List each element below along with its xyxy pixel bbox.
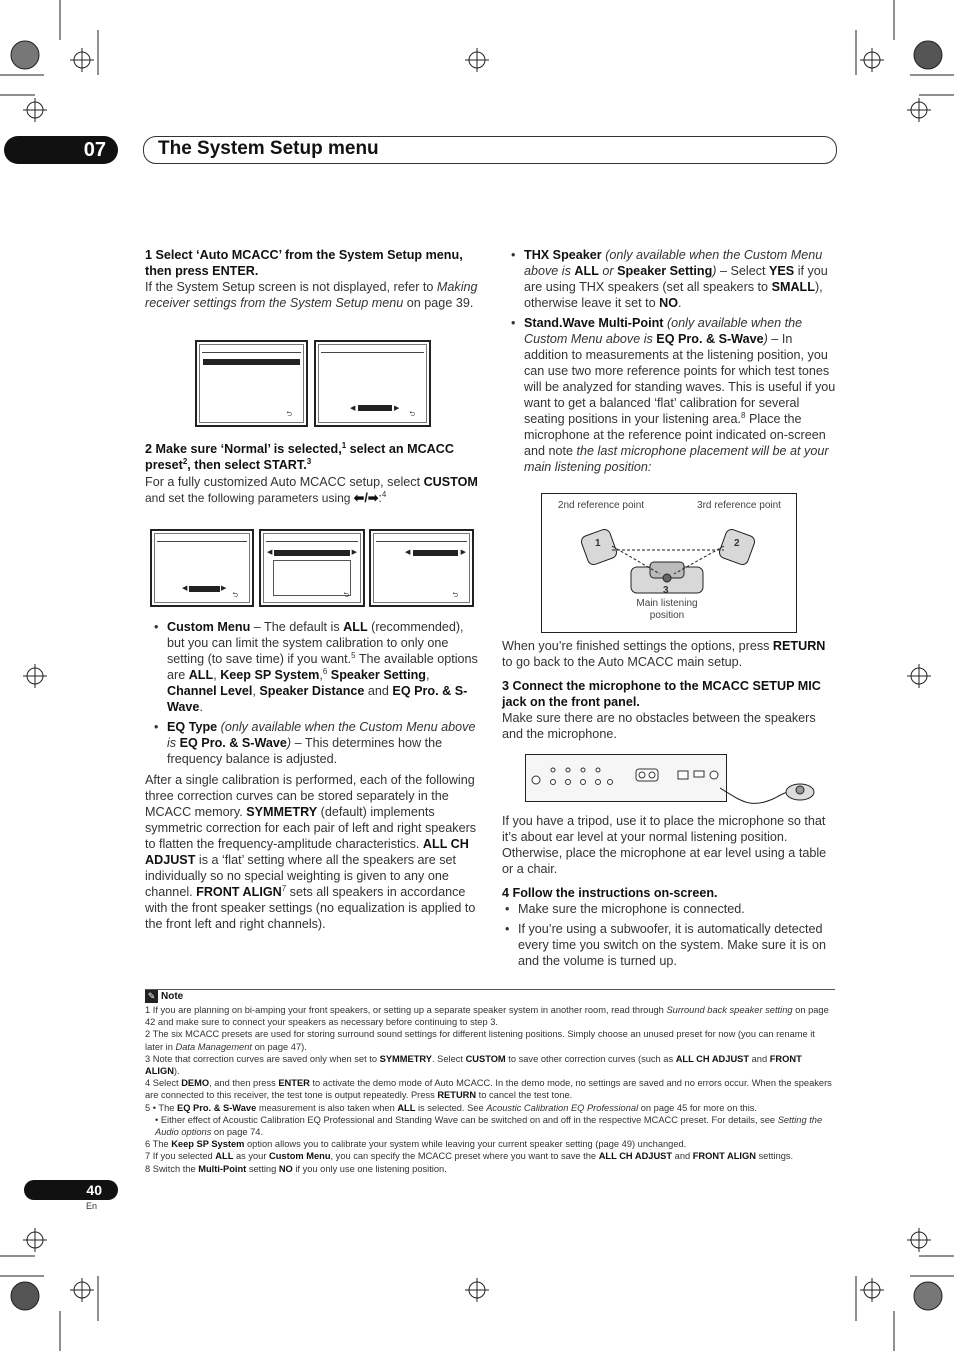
step3-text: Make sure there are no obstacles between the speakers and the microphone. (502, 711, 816, 741)
custom-options-list (145, 619, 480, 932)
footnotes (145, 990, 835, 1175)
screen-normal-selected: ◀ ▶ ⮌ (314, 340, 431, 427)
note-5b: • Either effect of Acoustic Calibration EQ Professional and Standing Wave can be switched on and off in the respective MCACC preset. For details, see Setting the Audio options on page 74. (155, 1114, 823, 1138)
left-right-arrow-icon: ⬅/➡ (353, 491, 379, 505)
chapter-badge (4, 136, 118, 164)
notes-title: Note (161, 991, 184, 1002)
bullet-standing-wave: • Stand.Wave Multi-Point (only available when the Custom Menu above is EQ Pro. & S-Wave) – In addition to measurements at the listening position, you can use two more reference points for which test tones will be analyzed for standing waves. This is useful if you want to get a balanced ‘flat’ calibration for several seating positions in your listening area.$^8$ Place the microphone at the reference point indicated on-screen and note the last microphone placement will be at your main listening position: (502, 315, 836, 475)
point-1-label: 1 (595, 538, 601, 549)
step4-bullet-2: • If you’re using a subwoofer, it is automatically detected every time you switch on the system. Make sure it is on and the volume is turned up. (496, 921, 836, 969)
note-2: 2 The six MCACC presets are used for storing surround sound settings for different listening positions. Simply choose an unused preset for now (you can rename it later in Data Management on page 47). (145, 1029, 815, 1052)
page-number-badge (24, 1180, 118, 1200)
left-column (145, 247, 480, 311)
bullet-custom-menu: • Custom Menu – The default is ALL (recommended), but you can limit the system calibration to only one setting (to save time) if you want.$^5$ The available options are ALL, Keep SP System,$^6$ Speaker Setting, Channel Level, Speaker Distance and EQ Pro. & S-Wave. (145, 619, 480, 715)
right-column-bottom (502, 638, 836, 742)
note-4: 4 Select DEMO, and then press ENTER to activate the demo mode of Auto MCACC. In the demo mode, no settings are saved and no errors occur. When the speakers are connected to this receiver, the test tone is output repeatedly. Press RETURN to cancel the test tone. (145, 1078, 832, 1101)
page-title: The System Setup menu (158, 138, 379, 159)
step4-bullet-1: • Make sure the microphone is connected. (496, 901, 836, 917)
return-icon: ⮌ (343, 592, 349, 599)
bullet-thx-speaker: • THX Speaker (only available when the Custom Menu above is ALL or Speaker Setting) – Select YES if you are using THX speakers (set all speakers to SMALL), otherwise leave it set to NO. (502, 247, 836, 311)
step2-text: For a fully customized Auto MCACC setup, select CUSTOM and set the following parameters using ⬅/➡:$^4$ (145, 475, 478, 505)
note-5: 5 • The EQ Pro. & S-Wave measurement is also taken when ALL is selected. See Acoustic Calibration EQ Professional on page 45 for more on this. (145, 1102, 758, 1113)
front-panel-controls (526, 755, 726, 801)
chapter-number: 07 (83, 139, 106, 161)
page-number: 40 (86, 1182, 102, 1198)
tripod-text: If you have a tripod, use it to place the microphone so that it’s about ear level at your normal listening position. Otherwise, place the microphone at ear level using a table or a chair. (502, 814, 827, 876)
front-panel-illustration (525, 754, 727, 802)
point-2-label: 2 (734, 538, 740, 549)
note-1: 1 If you are planning on bi-amping your front speakers, or setting up a separate speaker system in another room, read through Surround back speaker setting on page 42 and make sure to connect your speakers as necessary before continuing to step 3. (145, 1005, 829, 1028)
ref2-label: 2nd reference point (557, 500, 645, 511)
step3-heading: 3 Connect the microphone to the MCACC SETUP MIC jack on the front panel. (502, 679, 821, 709)
screen-eq-type: ◀ ▶ ⮌ (259, 529, 365, 607)
note-7: 7 If you selected ALL as your Custom Menu, you can specify the MCACC preset where you want to save the ALL CH ADJUST and FRONT ALIGN settings. (145, 1151, 794, 1162)
step2-block (145, 441, 480, 506)
point-3-label: 3 (663, 585, 669, 596)
step4-block (502, 813, 836, 969)
note-3: 3 Note that correction curves are saved only when set to SYMMETRY. Select CUSTOM to save other correction curves (such as ALL CH ADJUST and FRONT ALIGN). (145, 1053, 802, 1077)
note-8: 8 Switch the Multi-Point setting NO if you only use one listening position. (145, 1163, 447, 1174)
page-title-bar (143, 136, 837, 164)
ref3-label: 3rd reference point (697, 500, 781, 511)
step4-heading: 4 Follow the instructions on-screen. (502, 886, 718, 900)
main-position-label: Main listening position (636, 598, 698, 621)
reference-point-diagram (541, 493, 797, 633)
after-options-text: When you’re finished settings the options, press RETURN to go back to the Auto MCACC main setup. (502, 639, 826, 669)
microphone-icon (720, 770, 820, 810)
right-column-top (502, 247, 836, 475)
screen-custom-menu: ◀ ▶ ⮌ (150, 529, 254, 607)
bullet-eq-type: • EQ Type (only available when the Custom Menu above is EQ Pro. & S-Wave) – This determines how the frequency balance is adjusted. (145, 719, 480, 767)
return-icon: ⮌ (452, 592, 458, 599)
return-icon: ⮌ (286, 411, 292, 418)
step1-text: If the System Setup screen is not displayed, refer to Making receiver settings from the System Setup menu on page 39. (145, 280, 478, 310)
return-icon: ⮌ (409, 411, 415, 418)
note-6: 6 The Keep SP System option allows you to calibrate your system while leaving your current speaker setting (page 49) unchanged. (145, 1139, 687, 1150)
step2-heading: 2 Make sure ‘Normal’ is selected,$^1$ select an MCACC preset$^2$, then select START.$^3$ (145, 440, 454, 472)
step1-heading: 1 Select ‘Auto MCACC’ from the System Setup menu, then press ENTER. (145, 248, 463, 278)
language-code: En (86, 1201, 98, 1211)
return-icon: ⮌ (232, 592, 238, 599)
screen-auto-mcacc-menu (195, 340, 308, 427)
correction-curves-paragraph: After a single calibration is performed, each of the following three correction curves can be stored separately in the MCACC memory. SYMMETRY (default) implements symmetric correction for each pair of left and right speakers to flatten the frequency-amplitude characteristics. ALL CH ADJUST is a ‘flat’ setting where all the speakers are set individually so no special weighting is given to any one channel. FRONT ALIGN$^7$ sets all speakers in accordance with the front speaker settings (no equalization is applied to the front left and right channels). (145, 773, 477, 931)
screen-thx-speaker: ◀ ▶ ⮌ (369, 529, 474, 607)
note-icon: ✎ (145, 990, 158, 1003)
